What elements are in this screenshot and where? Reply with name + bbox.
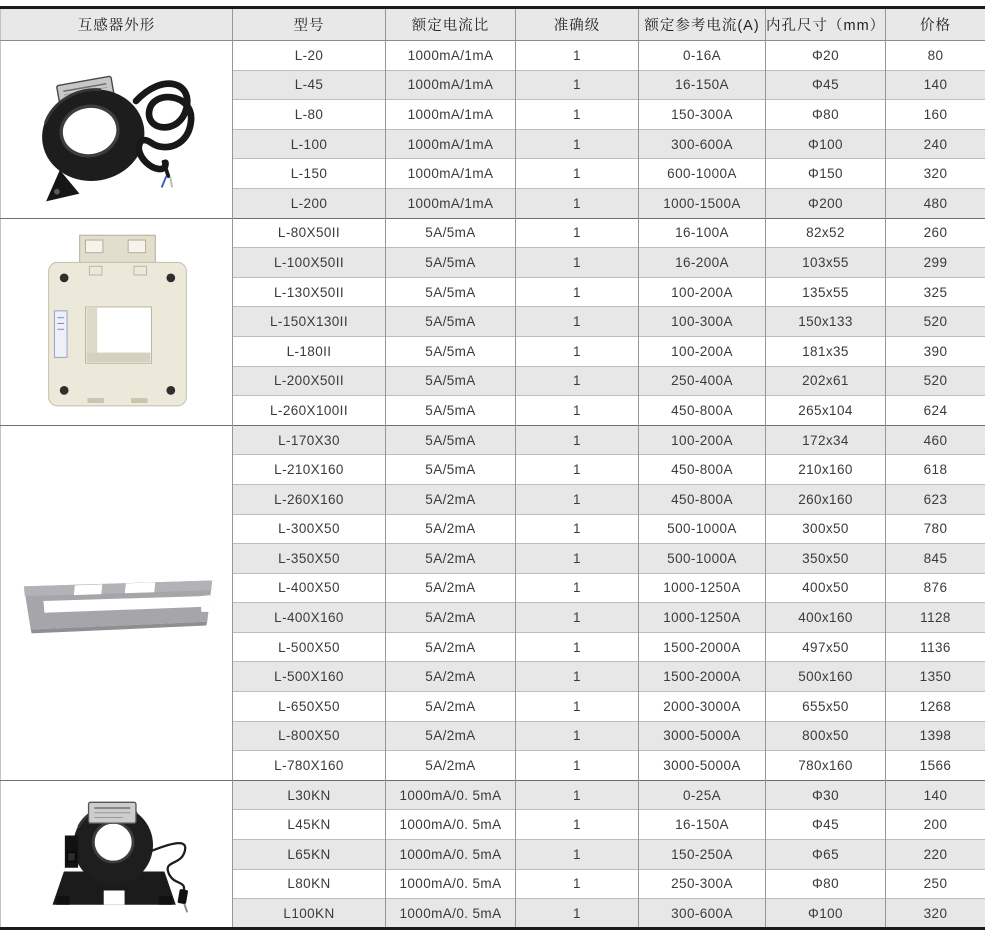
cell-reference-current: 16-150A xyxy=(639,810,766,840)
cell-accuracy-class: 1 xyxy=(516,336,639,366)
cell-accuracy-class: 1 xyxy=(516,218,639,248)
bracket-ring-ct-photo xyxy=(22,790,212,918)
cell-accuracy-class: 1 xyxy=(516,307,639,337)
cell-price: 623 xyxy=(886,484,985,514)
cell-reference-current: 1000-1250A xyxy=(639,603,766,633)
column-header-accuracy-class: 准确级 xyxy=(516,8,639,41)
cell-price: 320 xyxy=(886,159,985,189)
cell-current-ratio: 5A/2mA xyxy=(386,603,516,633)
cell-current-ratio: 5A/5mA xyxy=(386,366,516,396)
cell-price: 160 xyxy=(886,100,985,130)
table-row xyxy=(1,425,985,455)
cell-current-ratio: 5A/2mA xyxy=(386,721,516,751)
cell-current-ratio: 5A/2mA xyxy=(386,662,516,692)
cell-hole-size: 181x35 xyxy=(766,336,886,366)
cell-current-ratio: 5A/5mA xyxy=(386,248,516,278)
cell-reference-current: 100-200A xyxy=(639,425,766,455)
cell-model: L45KN xyxy=(233,810,386,840)
cell-current-ratio: 5A/5mA xyxy=(386,455,516,485)
cell-model: L-180II xyxy=(233,336,386,366)
cell-model: L-400X160 xyxy=(233,603,386,633)
cell-current-ratio: 1000mA/0. 5mA xyxy=(386,780,516,810)
cell-price: 1566 xyxy=(886,751,985,781)
cell-current-ratio: 1000mA/1mA xyxy=(386,41,516,71)
cell-price: 299 xyxy=(886,248,985,278)
cell-price: 140 xyxy=(886,780,985,810)
cell-accuracy-class: 1 xyxy=(516,721,639,751)
cell-model: L-170X30 xyxy=(233,425,386,455)
cell-price: 140 xyxy=(886,70,985,100)
cell-accuracy-class: 1 xyxy=(516,100,639,130)
product-image-round-ring-ct-with-coiled-cable xyxy=(1,41,233,219)
cell-price: 260 xyxy=(886,218,985,248)
cell-accuracy-class: 1 xyxy=(516,159,639,189)
cell-accuracy-class: 1 xyxy=(516,396,639,426)
cell-reference-current: 500-1000A xyxy=(639,544,766,574)
cell-hole-size: Φ100 xyxy=(766,899,886,929)
cell-model: L-210X160 xyxy=(233,455,386,485)
cell-current-ratio: 5A/2mA xyxy=(386,514,516,544)
cell-accuracy-class: 1 xyxy=(516,455,639,485)
cell-model: L65KN xyxy=(233,840,386,870)
cell-reference-current: 2000-3000A xyxy=(639,692,766,722)
cell-model: L-260X100II xyxy=(233,396,386,426)
cell-accuracy-class: 1 xyxy=(516,41,639,71)
cell-price: 845 xyxy=(886,544,985,574)
cell-price: 780 xyxy=(886,514,985,544)
cell-hole-size: 135x55 xyxy=(766,277,886,307)
cell-current-ratio: 5A/5mA xyxy=(386,307,516,337)
cell-reference-current: 1500-2000A xyxy=(639,662,766,692)
cell-model: L-260X160 xyxy=(233,484,386,514)
cell-accuracy-class: 1 xyxy=(516,662,639,692)
cell-accuracy-class: 1 xyxy=(516,188,639,218)
cell-price: 200 xyxy=(886,810,985,840)
cell-model: L100KN xyxy=(233,899,386,929)
cell-current-ratio: 5A/2mA xyxy=(386,544,516,574)
cell-hole-size: 800x50 xyxy=(766,721,886,751)
cell-accuracy-class: 1 xyxy=(516,277,639,307)
cell-accuracy-class: 1 xyxy=(516,899,639,929)
cell-current-ratio: 5A/5mA xyxy=(386,336,516,366)
cell-price: 1268 xyxy=(886,692,985,722)
cell-price: 618 xyxy=(886,455,985,485)
cell-accuracy-class: 1 xyxy=(516,692,639,722)
cell-model: L-150 xyxy=(233,159,386,189)
cell-accuracy-class: 1 xyxy=(516,840,639,870)
cell-reference-current: 450-800A xyxy=(639,396,766,426)
cell-model: L-80X50II xyxy=(233,218,386,248)
cell-price: 520 xyxy=(886,366,985,396)
cell-accuracy-class: 1 xyxy=(516,248,639,278)
cell-hole-size: 500x160 xyxy=(766,662,886,692)
cell-accuracy-class: 1 xyxy=(516,366,639,396)
cell-reference-current: 3000-5000A xyxy=(639,721,766,751)
cell-hole-size: 350x50 xyxy=(766,544,886,574)
cell-price: 1398 xyxy=(886,721,985,751)
cell-accuracy-class: 1 xyxy=(516,632,639,662)
column-header-price: 价格 xyxy=(886,8,985,41)
cell-model: L-20 xyxy=(233,41,386,71)
product-spec-table xyxy=(0,6,985,930)
cell-price: 520 xyxy=(886,307,985,337)
cell-reference-current: 0-16A xyxy=(639,41,766,71)
busbar-slot-ct-photo xyxy=(14,568,220,638)
cell-current-ratio: 5A/2mA xyxy=(386,484,516,514)
cell-reference-current: 16-150A xyxy=(639,70,766,100)
cell-hole-size: Φ80 xyxy=(766,869,886,899)
cell-reference-current: 450-800A xyxy=(639,484,766,514)
cell-hole-size: Φ100 xyxy=(766,129,886,159)
cell-model: L-100X50II xyxy=(233,248,386,278)
round-ring-ct-photo xyxy=(22,57,212,202)
cell-reference-current: 1500-2000A xyxy=(639,632,766,662)
cell-hole-size: 210x160 xyxy=(766,455,886,485)
cell-model: L-200 xyxy=(233,188,386,218)
cell-current-ratio: 1000mA/1mA xyxy=(386,129,516,159)
cell-model: L-800X50 xyxy=(233,721,386,751)
cell-reference-current: 1000-1250A xyxy=(639,573,766,603)
cell-hole-size: Φ150 xyxy=(766,159,886,189)
cell-model: L-150X130II xyxy=(233,307,386,337)
cell-reference-current: 16-100A xyxy=(639,218,766,248)
cell-price: 1136 xyxy=(886,632,985,662)
product-image-long-busbar-slot-ct xyxy=(1,425,233,780)
table-row xyxy=(1,780,985,810)
cell-reference-current: 16-200A xyxy=(639,248,766,278)
cell-reference-current: 300-600A xyxy=(639,899,766,929)
header-row xyxy=(1,8,985,41)
cell-price: 390 xyxy=(886,336,985,366)
cell-hole-size: Φ65 xyxy=(766,840,886,870)
cell-hole-size: Φ30 xyxy=(766,780,886,810)
cell-hole-size: 655x50 xyxy=(766,692,886,722)
cell-reference-current: 250-400A xyxy=(639,366,766,396)
table-row xyxy=(1,218,985,248)
cell-model: L-300X50 xyxy=(233,514,386,544)
cell-current-ratio: 5A/2mA xyxy=(386,573,516,603)
cell-price: 250 xyxy=(886,869,985,899)
cell-model: L-500X160 xyxy=(233,662,386,692)
cell-current-ratio: 1000mA/1mA xyxy=(386,100,516,130)
cell-hole-size: 497x50 xyxy=(766,632,886,662)
cell-model: L-45 xyxy=(233,70,386,100)
table-header xyxy=(1,8,985,41)
cell-accuracy-class: 1 xyxy=(516,544,639,574)
cell-current-ratio: 1000mA/0. 5mA xyxy=(386,840,516,870)
cell-current-ratio: 5A/2mA xyxy=(386,692,516,722)
cell-current-ratio: 1000mA/0. 5mA xyxy=(386,869,516,899)
cell-price: 320 xyxy=(886,899,985,929)
table-body xyxy=(1,41,985,929)
cell-price: 624 xyxy=(886,396,985,426)
cell-reference-current: 3000-5000A xyxy=(639,751,766,781)
cell-hole-size: 780x160 xyxy=(766,751,886,781)
cell-hole-size: 400x160 xyxy=(766,603,886,633)
product-image-bracket-mounted-ring-ct-with-plug-cable xyxy=(1,780,233,928)
cell-accuracy-class: 1 xyxy=(516,780,639,810)
cell-model: L-100 xyxy=(233,129,386,159)
cell-reference-current: 1000-1500A xyxy=(639,188,766,218)
cell-hole-size: Φ45 xyxy=(766,70,886,100)
cell-current-ratio: 1000mA/0. 5mA xyxy=(386,899,516,929)
column-header-hole-size: 内孔尺寸（mm） xyxy=(766,8,886,41)
cell-reference-current: 150-250A xyxy=(639,840,766,870)
cell-current-ratio: 5A/5mA xyxy=(386,277,516,307)
cell-price: 480 xyxy=(886,188,985,218)
cell-current-ratio: 1000mA/0. 5mA xyxy=(386,810,516,840)
cell-model: L-400X50 xyxy=(233,573,386,603)
cell-price: 1128 xyxy=(886,603,985,633)
cell-hole-size: 260x160 xyxy=(766,484,886,514)
cell-model: L-500X50 xyxy=(233,632,386,662)
cell-model: L80KN xyxy=(233,869,386,899)
cell-reference-current: 600-1000A xyxy=(639,159,766,189)
cell-reference-current: 300-600A xyxy=(639,129,766,159)
column-header-model: 型号 xyxy=(233,8,386,41)
cell-accuracy-class: 1 xyxy=(516,484,639,514)
cell-current-ratio: 5A/5mA xyxy=(386,218,516,248)
cell-reference-current: 100-200A xyxy=(639,277,766,307)
column-header-current-ratio: 额定电流比 xyxy=(386,8,516,41)
cell-price: 240 xyxy=(886,129,985,159)
cell-price: 1350 xyxy=(886,662,985,692)
cell-model: L30KN xyxy=(233,780,386,810)
cell-accuracy-class: 1 xyxy=(516,603,639,633)
cell-accuracy-class: 1 xyxy=(516,810,639,840)
cell-hole-size: Φ45 xyxy=(766,810,886,840)
cell-accuracy-class: 1 xyxy=(516,573,639,603)
cell-hole-size: 103x55 xyxy=(766,248,886,278)
cell-hole-size: 82x52 xyxy=(766,218,886,248)
cell-model: L-130X50II xyxy=(233,277,386,307)
cell-accuracy-class: 1 xyxy=(516,751,639,781)
cell-current-ratio: 1000mA/1mA xyxy=(386,70,516,100)
cell-model: L-650X50 xyxy=(233,692,386,722)
cell-accuracy-class: 1 xyxy=(516,425,639,455)
cell-current-ratio: 5A/2mA xyxy=(386,751,516,781)
cell-hole-size: Φ20 xyxy=(766,41,886,71)
cell-price: 220 xyxy=(886,840,985,870)
cell-model: L-200X50II xyxy=(233,366,386,396)
cell-hole-size: 172x34 xyxy=(766,425,886,455)
cell-current-ratio: 1000mA/1mA xyxy=(386,159,516,189)
column-header-reference-current: 额定参考电流(A) xyxy=(639,8,766,41)
cell-accuracy-class: 1 xyxy=(516,869,639,899)
cell-hole-size: 400x50 xyxy=(766,573,886,603)
cell-hole-size: 265x104 xyxy=(766,396,886,426)
cell-model: L-350X50 xyxy=(233,544,386,574)
cell-hole-size: Φ200 xyxy=(766,188,886,218)
square-window-ct-photo xyxy=(37,227,197,417)
cell-current-ratio: 5A/5mA xyxy=(386,425,516,455)
cell-model: L-80 xyxy=(233,100,386,130)
cell-hole-size: 150x133 xyxy=(766,307,886,337)
table-row xyxy=(1,41,985,71)
cell-hole-size: Φ80 xyxy=(766,100,886,130)
cell-reference-current: 100-300A xyxy=(639,307,766,337)
cell-model: L-780X160 xyxy=(233,751,386,781)
cell-hole-size: 202x61 xyxy=(766,366,886,396)
cell-price: 325 xyxy=(886,277,985,307)
cell-current-ratio: 5A/2mA xyxy=(386,632,516,662)
cell-price: 80 xyxy=(886,41,985,71)
cell-accuracy-class: 1 xyxy=(516,70,639,100)
cell-current-ratio: 1000mA/1mA xyxy=(386,188,516,218)
cell-reference-current: 100-200A xyxy=(639,336,766,366)
product-image-square-window-ct xyxy=(1,218,233,425)
cell-accuracy-class: 1 xyxy=(516,514,639,544)
cell-reference-current: 250-300A xyxy=(639,869,766,899)
cell-price: 460 xyxy=(886,425,985,455)
column-header-appearance: 互感器外形 xyxy=(1,8,233,41)
cell-hole-size: 300x50 xyxy=(766,514,886,544)
cell-reference-current: 450-800A xyxy=(639,455,766,485)
cell-price: 876 xyxy=(886,573,985,603)
cell-reference-current: 150-300A xyxy=(639,100,766,130)
cell-current-ratio: 5A/5mA xyxy=(386,396,516,426)
cell-reference-current: 0-25A xyxy=(639,780,766,810)
cell-reference-current: 500-1000A xyxy=(639,514,766,544)
cell-accuracy-class: 1 xyxy=(516,129,639,159)
